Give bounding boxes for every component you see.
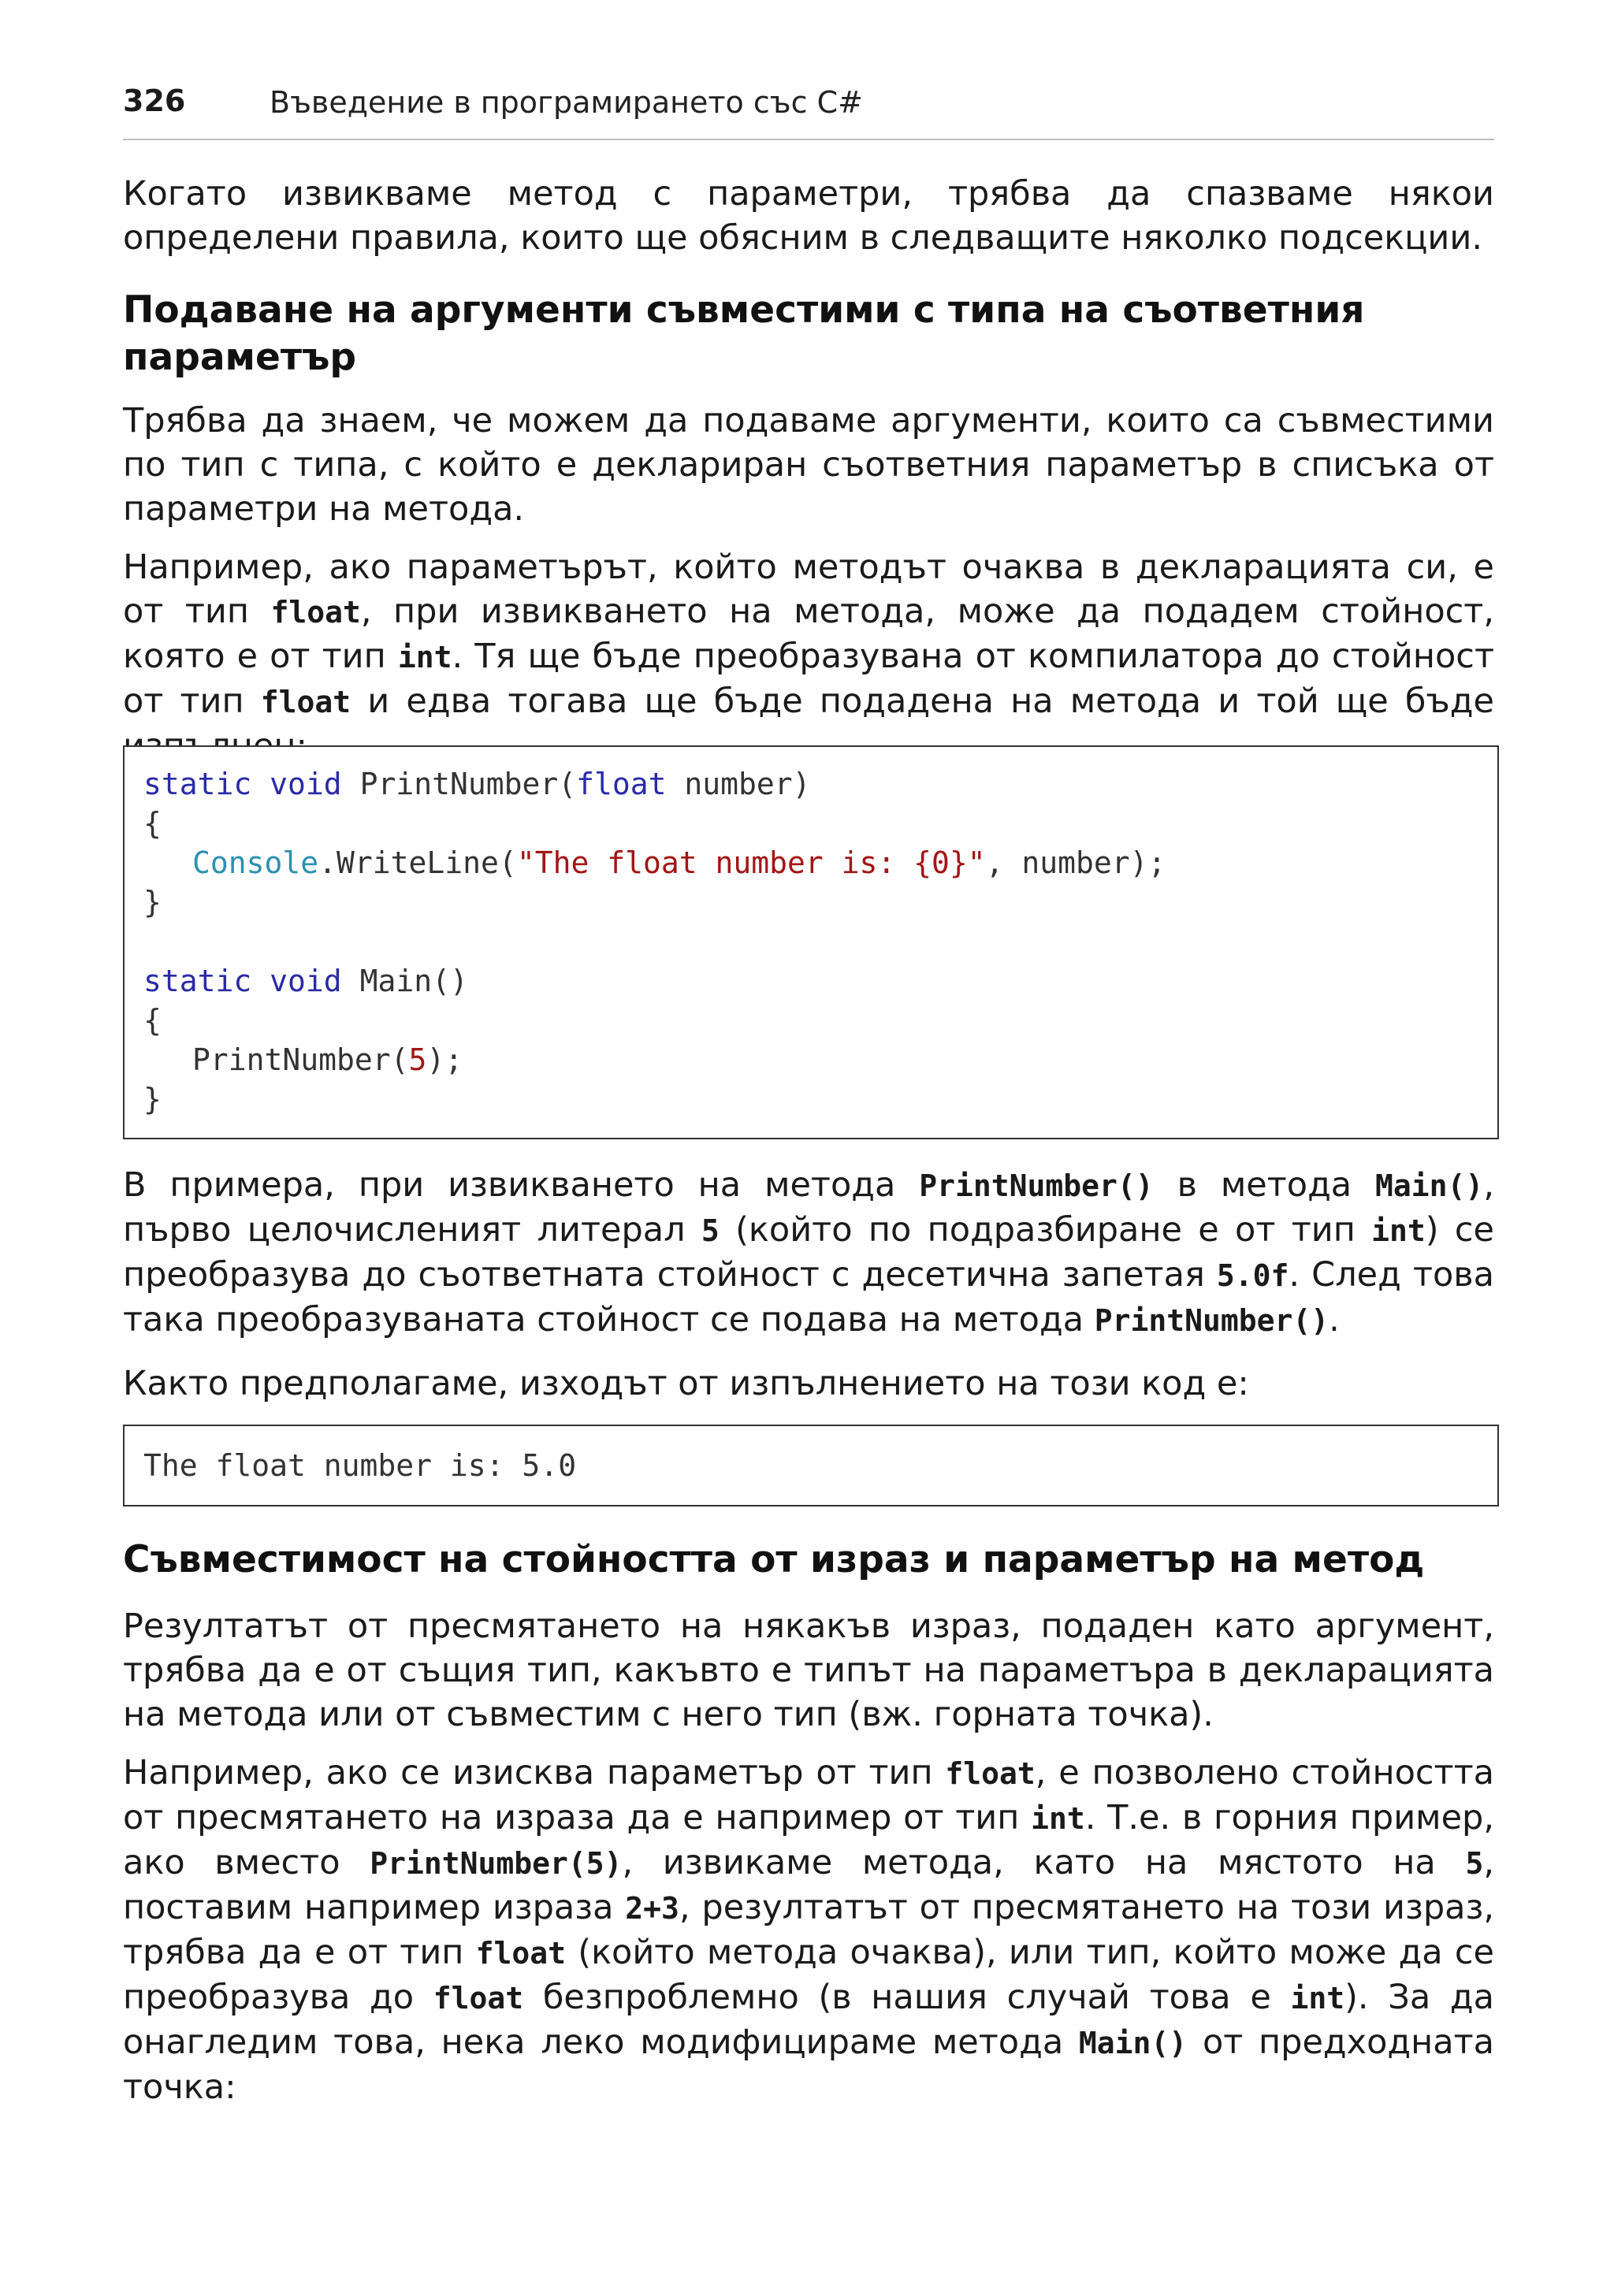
inline-code: Main() (1078, 2026, 1188, 2060)
inline-code: PrintNumber(5) (370, 1846, 623, 1881)
inline-code: float (433, 1981, 524, 2016)
code-line: PrintNumber(5); (192, 1042, 463, 1077)
output-box (123, 1425, 1499, 1507)
code-line: } (143, 1082, 162, 1116)
inline-code: float (475, 1936, 567, 1971)
code-line: static void PrintNumber(float number) (143, 767, 811, 801)
inline-code: Main() (1375, 1168, 1484, 1203)
section2-heading: Съвместимост на стойността от израз и параметър на метод (123, 1538, 1425, 1581)
inline-code: float (945, 1756, 1036, 1791)
inline-code: 2+3 (625, 1891, 679, 1926)
inline-code: int (1031, 1801, 1085, 1836)
code-line: Console.WriteLine("The float number is: {0}", number); (192, 845, 1166, 880)
inline-code: PrintNumber() (1094, 1303, 1330, 1338)
inline-code: float (270, 595, 361, 630)
code-line-blank (143, 922, 1497, 961)
inline-code: 5 (701, 1213, 720, 1248)
intro-paragraph: Когато извикваме метод с параметри, трябва да спазваме някои определени правила, които ще обясним в следващите няколко подсекции. (123, 174, 1494, 258)
page-number: 326 (123, 84, 186, 118)
code-line: { (143, 1003, 162, 1038)
section1-paragraph-3: В примера, при извикването на метода PrintNumber() в метода Main(), първо целочисленият литерал 5 (който по подразбиране е от тип int) се преобразува до съответната стойност с десетична запетая 5.0f. След това така преобразуваната стойност се подава на метода PrintNumber(). (123, 1165, 1494, 1339)
inline-code: PrintNumber() (919, 1168, 1154, 1203)
code-line: } (143, 885, 162, 920)
program-output: The float number is: 5.0 (143, 1448, 577, 1483)
section1-paragraph-1: Трябва да знаем, че можем да подаваме аргументи, които са съвместими по тип с типа, с който е деклариран съответния параметър в списъка от параметри на метода. (123, 401, 1494, 529)
book-title: Въведение в програмирането със C# (270, 85, 863, 120)
code-line: static void Main() (143, 964, 468, 998)
inline-code: int (1290, 1981, 1345, 2016)
inline-code: int (397, 640, 452, 674)
inline-code: 5 (1465, 1846, 1484, 1881)
section1-paragraph-4: Както предполагаме, изходът от изпълнението на този код е: (123, 1364, 1249, 1403)
section2-paragraph-1: Резултатът от пресмятането на някакъв израз, подаден като аргумент, трябва да е от същия тип, какъвто е типът на параметъра в декларацията на метода или от съвместим с него тип (вж. горната точка). (123, 1607, 1494, 1734)
inline-code: float (260, 685, 351, 719)
code-listing (123, 745, 1499, 1139)
section1-heading: Подаване на аргументи съвместими с типа на съответния параметър (123, 288, 1365, 379)
page-header (123, 80, 1494, 140)
code-line: { (143, 806, 162, 841)
section1-paragraph-2: Например, ако параметърът, който методът очаква в декларацията си, е от тип float, при извикването на метода, може да подадем стойност, която е от тип int. Тя ще бъде преобразувана от компилатора до стойност от тип float и едва тогава ще бъде подадена на метода и той ще бъде (123, 548, 1494, 721)
section2-paragraph-2: Например, ако се изисква параметър от тип float, е позволено стойността от пресмятането на израза да е например от тип int. Т.е. в горния пример, ако вместо PrintNumber(5), извикаме метода, като на мястото на 5, поставим например израза 2+3, резултатът от пресмятането на този израз, трябва да е от тип float (който метода очаква), или тип, който може да се преобразува до float безпроблемно (в нашия случай това е int). За да онагледим това, нека леко модифицираме метода Main() от предходната точка: (123, 1753, 1495, 2107)
inline-code: int (1371, 1213, 1426, 1248)
inline-code: 5.0f (1216, 1258, 1289, 1293)
